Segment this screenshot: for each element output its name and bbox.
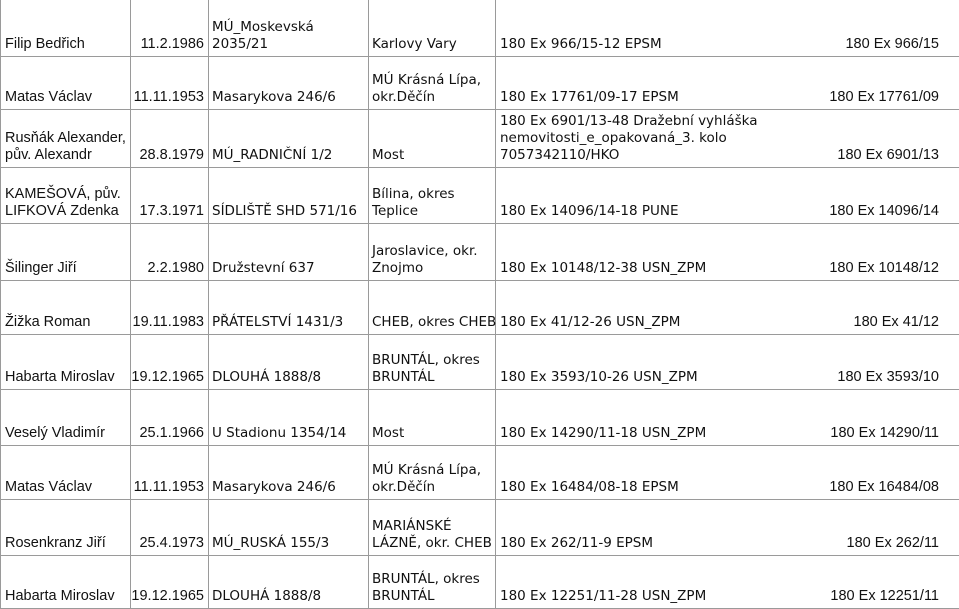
place: [372, 72, 481, 106]
table-row: [0, 0, 959, 57]
address-line: DLOUHÁ 1888/8: [212, 588, 322, 604]
table-row: [0, 168, 959, 224]
case-number: 180 Ex 17761/09: [829, 89, 939, 105]
document-reference: [500, 203, 679, 220]
place-line: Znojmo: [372, 260, 424, 276]
document-reference: [500, 588, 706, 605]
person-name-line: Veselý Vladimír: [5, 425, 105, 441]
document-reference: [500, 314, 680, 331]
address: [212, 535, 329, 552]
place-line: BRUNTÁL: [372, 588, 435, 604]
person-name-line: Habarta Miroslav: [5, 588, 115, 604]
place: [372, 571, 480, 605]
table-row: [0, 224, 959, 281]
person-name: [5, 479, 92, 496]
person-name: [5, 89, 92, 106]
document-reference-line: 180 Ex 3593/10-26 USN_ZPM: [500, 369, 698, 385]
person-name: [5, 260, 77, 277]
person-name-line: Rusňák Alexander,: [5, 130, 126, 146]
place-line: Jaroslavice, okr.: [372, 243, 478, 259]
document-reference: [500, 369, 698, 386]
person-name-line: pův. Alexandr: [5, 147, 92, 163]
person-name-line: Šilinger Jiří: [5, 260, 77, 276]
document-reference: [500, 260, 706, 277]
address: [212, 314, 343, 331]
birth-date: 25.4.1973: [139, 535, 204, 551]
place-line: BRUNTÁL, okres: [372, 571, 480, 587]
address-line: MÚ_RUSKÁ 155/3: [212, 535, 330, 551]
place: [372, 186, 455, 220]
document-reference-line: 180 Ex 16484/08-18 EPSM: [500, 479, 679, 495]
document-reference: [500, 36, 662, 53]
document-reference-line: 180 Ex 41/12-26 USN_ZPM: [500, 314, 681, 330]
table-row: [0, 500, 959, 556]
table-row: [0, 57, 959, 110]
place: [372, 352, 480, 386]
place-line: Teplice: [372, 203, 419, 219]
document-reference-line: 180 Ex 14096/14-18 PUNE: [500, 203, 679, 219]
table-row: [0, 390, 959, 446]
document-reference-line: 180 Ex 17761/09-17 EPSM: [500, 89, 679, 105]
person-name: [5, 425, 105, 442]
person-name: [5, 369, 115, 386]
table-row: [0, 281, 959, 335]
birth-date: 25.1.1966: [139, 425, 204, 441]
address: [212, 479, 336, 496]
place-line: BRUNTÁL: [372, 369, 435, 385]
address: [212, 203, 357, 220]
address-line: DLOUHÁ 1888/8: [212, 369, 322, 385]
place-line: okr.Děčín: [372, 479, 436, 495]
person-name: [5, 36, 85, 53]
document-reference-line: 180 Ex 262/11-9 EPSM: [500, 535, 654, 551]
document-reference: [500, 479, 679, 496]
document-reference-line: 180 Ex 14290/11-18 USN_ZPM: [500, 425, 707, 441]
place-line: BRUNTÁL, okres: [372, 352, 480, 368]
birth-date: 11.11.1953: [133, 479, 204, 495]
person-name: [5, 130, 126, 164]
address-line: MÚ_RADNIČNÍ 1/2: [212, 147, 333, 163]
person-name: [5, 314, 90, 331]
person-name: [5, 186, 121, 220]
document-reference-line: 180 Ex 6901/13-48 Dražební vyhláška: [500, 113, 758, 129]
document-reference: [500, 535, 653, 552]
document-reference-line: 180 Ex 10148/12-38 USN_ZPM: [500, 260, 707, 276]
person-name-line: Habarta Miroslav: [5, 369, 115, 385]
place: [372, 462, 481, 496]
birth-date: 2.2.1980: [147, 260, 204, 276]
place: [372, 36, 457, 53]
address-line: Masarykova 246/6: [212, 479, 336, 495]
person-name-line: Matas Václav: [5, 89, 93, 105]
address: [212, 588, 321, 605]
birth-date: 19.12.1965: [131, 588, 204, 604]
document-reference-line: 180 Ex 966/15-12 EPSM: [500, 36, 662, 52]
birth-date: 11.11.1953: [133, 89, 204, 105]
place-line: Most: [372, 147, 405, 163]
address-line: Masarykova 246/6: [212, 89, 336, 105]
birth-date: 28.8.1979: [139, 147, 204, 163]
address: [212, 89, 336, 106]
document-reference-line: 7057342110/HKO: [500, 147, 620, 163]
place-line: CHEB, okres CHEB: [372, 314, 497, 330]
document-reference-line: 180 Ex 12251/11-28 USN_ZPM: [500, 588, 707, 604]
document-reference-line: nemovitosti_e_opakovaná_3. kolo: [500, 130, 727, 146]
address: [212, 425, 346, 442]
address-line: MÚ_Moskevská: [212, 19, 314, 35]
place-line: okr.Děčín: [372, 89, 436, 105]
place: [372, 425, 404, 442]
place-line: MÚ Krásná Lípa,: [372, 72, 482, 88]
birth-date: 19.12.1965: [131, 369, 204, 385]
birth-date: 11.2.1986: [140, 36, 204, 52]
address-line: PŘÁTELSTVÍ 1431/3: [212, 314, 344, 330]
table-row: [0, 110, 959, 168]
person-name: [5, 588, 115, 605]
person-name-line: Matas Václav: [5, 479, 93, 495]
case-number: 180 Ex 16484/08: [829, 479, 939, 495]
birth-date: 19.11.1983: [132, 314, 204, 330]
address: [212, 260, 315, 277]
place-line: MÚ Krásná Lípa,: [372, 462, 482, 478]
person-name-line: Filip Bedřich: [5, 36, 85, 52]
address: [212, 147, 332, 164]
birth-date: 17.3.1971: [139, 203, 204, 219]
place-line: Most: [372, 425, 405, 441]
place: [372, 243, 478, 277]
address: [212, 369, 321, 386]
address: [212, 19, 314, 53]
place-line: Bílina, okres: [372, 186, 455, 202]
document-reference: [500, 113, 758, 164]
table-row: [0, 446, 959, 500]
case-number: 180 Ex 3593/10: [837, 369, 939, 385]
place-line: MARIÁNSKÉ: [372, 518, 452, 534]
person-name: [5, 535, 106, 552]
document-reference: [500, 425, 706, 442]
place-line: Karlovy Vary: [372, 36, 457, 52]
table-row: [0, 335, 959, 390]
document-reference: [500, 89, 679, 106]
person-name-line: Rosenkranz Jiří: [5, 535, 106, 551]
case-number: 180 Ex 262/11: [846, 535, 939, 551]
case-number: 180 Ex 6901/13: [837, 147, 939, 163]
place-line: LÁZNĚ, okr. CHEB: [372, 535, 492, 551]
case-number: 180 Ex 10148/12: [829, 260, 939, 276]
person-name-line: LIFKOVÁ Zdenka: [5, 203, 119, 219]
person-name-line: Žižka Roman: [5, 314, 91, 330]
place: [372, 314, 496, 331]
address-line: Družstevní 637: [212, 260, 315, 276]
address-line: 2035/21: [212, 36, 269, 52]
case-number: 180 Ex 14096/14: [829, 203, 939, 219]
case-number: 180 Ex 14290/11: [830, 425, 939, 441]
address-line: SÍDLIŠTĚ SHD 571/16: [212, 203, 357, 219]
place: [372, 518, 492, 552]
case-number: 180 Ex 12251/11: [830, 588, 939, 604]
case-number: 180 Ex 41/12: [853, 314, 939, 330]
address-line: U Stadionu 1354/14: [212, 425, 347, 441]
case-number: 180 Ex 966/15: [845, 36, 939, 52]
place: [372, 147, 404, 164]
person-name-line: KAMEŠOVÁ, pův.: [5, 186, 121, 202]
table-row: [0, 556, 959, 609]
